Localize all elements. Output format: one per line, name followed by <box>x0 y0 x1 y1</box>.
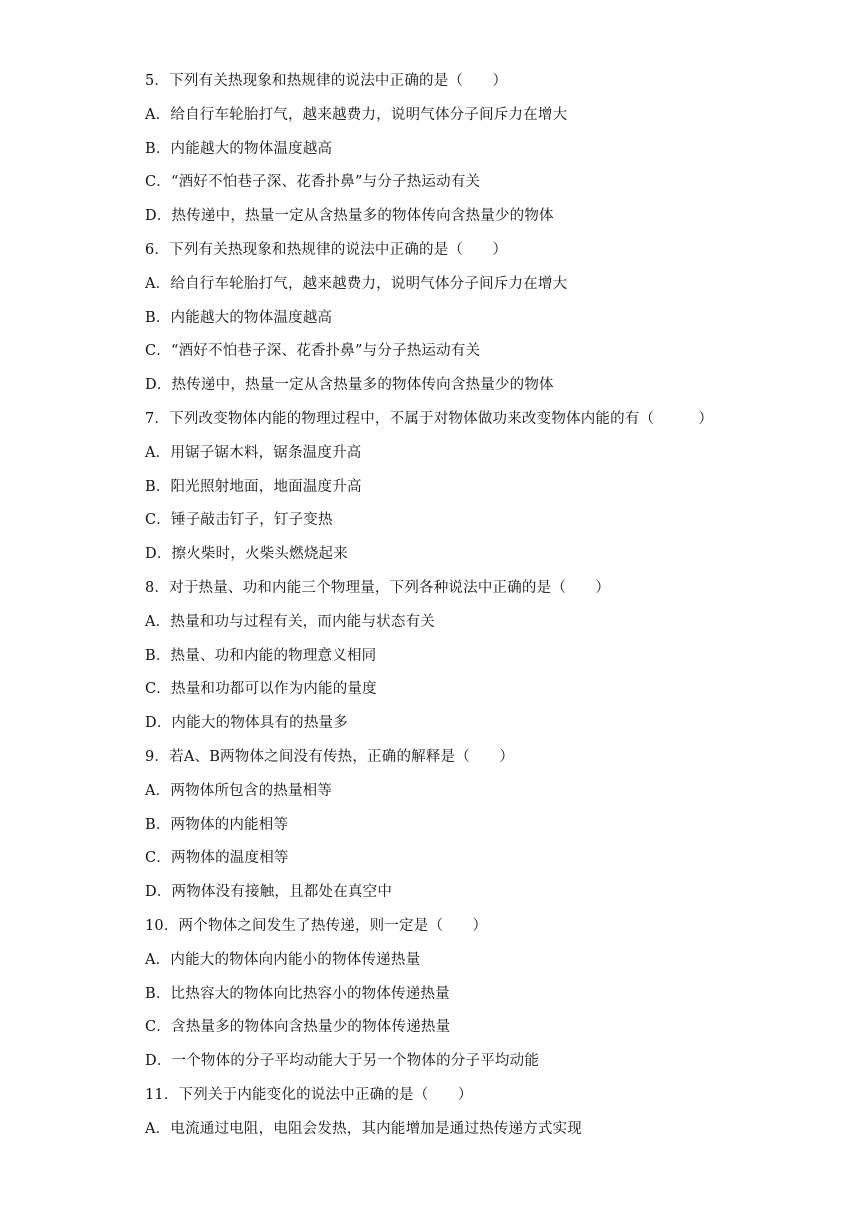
option-a: A．给自行车轮胎打气，越来越费力，说明气体分子间斥力在增大 <box>145 106 568 123</box>
option-d: D．一个物体的分子平均动能大于另一个物体的分子平均动能 <box>145 1053 540 1070</box>
option-b: B．阳光照射地面，地面温度升高 <box>145 478 362 495</box>
option-a: A．用锯子锯木料，锯条温度升高 <box>145 444 362 461</box>
option-d: D．热传递中，热量一定从含热量多的物体传向含热量少的物体 <box>145 208 554 225</box>
option-c: C．“酒好不怕巷子深、花香扑鼻”与分子热运动有关 <box>145 343 481 360</box>
question-stem: 5．下列有关热现象和热规律的说法中正确的是（ ） <box>145 73 508 89</box>
option-b: B．比热容大的物体向比热容小的物体传递热量 <box>145 985 450 1002</box>
option-a: A．电流通过电阻，电阻会发热，其内能增加是通过热传递方式实现 <box>145 1120 582 1137</box>
option-d: D．擦火柴时，火柴头燃烧起来 <box>145 546 348 563</box>
option-c: C．热量和功都可以作为内能的量度 <box>145 681 377 698</box>
question-list <box>145 70 785 1152</box>
question-stem: 9．若A、B两物体之间没有传热，正确的解释是（ ） <box>145 748 515 765</box>
option-b: B．内能越大的物体温度越高 <box>145 140 333 157</box>
question-stem: 6．下列有关热现象和热规律的说法中正确的是（ ） <box>145 241 508 258</box>
option-c: C．锤子敲击钉子，钉子变热 <box>145 512 333 529</box>
option-d: D．内能大的物体具有的热量多 <box>145 715 348 732</box>
option-a: A．给自行车轮胎打气，越来越费力，说明气体分子间斥力在增大 <box>145 275 568 292</box>
option-a: A．热量和功与过程有关，而内能与状态有关 <box>145 613 435 630</box>
option-b: B．内能越大的物体温度越高 <box>145 309 333 326</box>
question-stem: 7．下列改变物体内能的物理过程中，不属于对物体做功来改变物体内能的有（ ） <box>145 410 714 427</box>
option-a: A．内能大的物体向内能小的物体传递热量 <box>145 951 421 968</box>
option-b: B．热量、功和内能的物理意义相同 <box>145 647 377 664</box>
option-c: C．两物体的温度相等 <box>145 850 289 867</box>
question-stem: 8．对于热量、功和内能三个物理量，下列各种说法中正确的是（ ） <box>145 579 611 596</box>
question-stem: 11．下列关于内能变化的说法中正确的是（ ） <box>145 1086 473 1103</box>
option-d: D．热传递中，热量一定从含热量多的物体传向含热量少的物体 <box>145 377 554 394</box>
question-stem: 10．两个物体之间发生了热传递，则一定是（ ） <box>145 917 488 934</box>
option-a: A．两物体所包含的热量相等 <box>145 782 333 799</box>
option-c: C．含热量多的物体向含热量少的物体传递热量 <box>145 1019 451 1036</box>
option-b: B．两物体的内能相等 <box>145 816 289 833</box>
option-c: C．“酒好不怕巷子深、花香扑鼻”与分子热运动有关 <box>145 174 481 191</box>
option-d: D．两物体没有接触，且都处在真空中 <box>145 884 393 901</box>
